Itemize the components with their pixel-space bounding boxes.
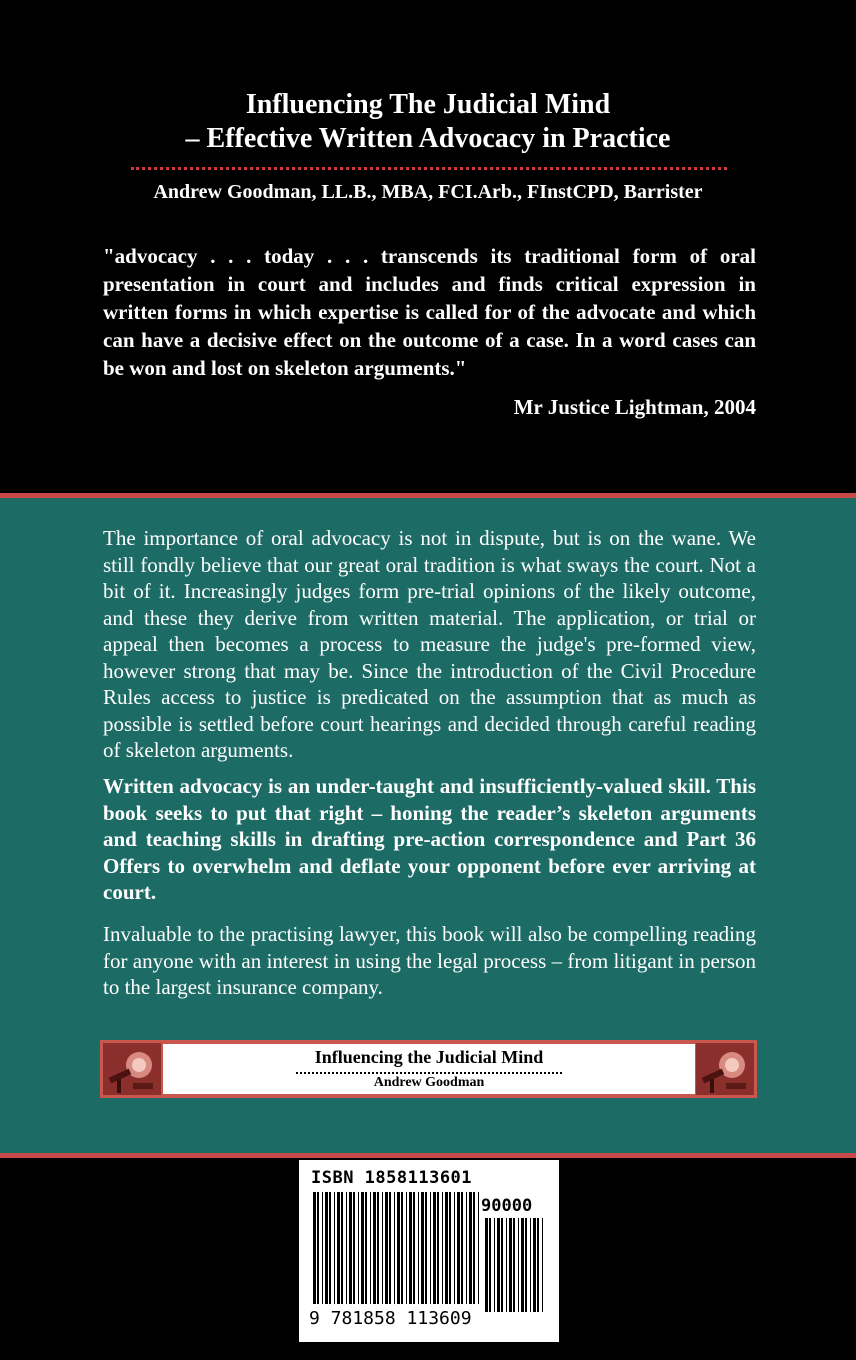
blurb-paragraph-3: Invaluable to the practising lawyer, this book will also be compelling reading for anyone with an interest in using the legal process – from litigant in person to the largest insurance company. <box>103 922 756 999</box>
ean-digits-text: 9 781858 113609 <box>309 1308 472 1329</box>
blurb-paragraph-2: Written advocacy is an under-taught and insufficiently-valued skill. This book seeks to put that right – honing the reader’s skeleton arguments and teaching skills in drafting pre-action correspondence and Part 36 Offers to overwhelm and deflate your opponent before ever arriving at court. <box>103 774 756 904</box>
gavel-image-icon <box>103 1043 161 1095</box>
author-credentials: Andrew Goodman, LL.B., MBA, FCI.Arb., FInstCPD, Barrister <box>153 181 703 203</box>
book-title-line1: Influencing The Judicial Mind <box>245 89 611 120</box>
title-divider <box>131 167 727 170</box>
quote-attribution: Mr Justice Lightman, 2004 <box>513 395 756 419</box>
isbn-text: ISBN 1858113601 <box>311 1168 473 1188</box>
barcode-label <box>299 1160 559 1342</box>
top-black-section <box>0 0 856 493</box>
series-strip <box>100 1040 757 1098</box>
strip-author: Andrew Goodman <box>373 1075 485 1090</box>
quote-text: "advocacy . . . today . . . transcends its traditional form of oral presentation in court and includes and finds critical expression in written forms in which expertise is called for of the advocate and which can have a decisive effect on the outcome of a case. In a word cases can be won and lost on skeleton arguments." <box>103 244 756 380</box>
divider-band-bottom <box>0 1153 856 1158</box>
gavel-image-icon <box>696 1043 754 1095</box>
series-strip-label <box>163 1044 695 1094</box>
book-title-line2: – Effective Written Advocacy in Practice <box>185 123 671 154</box>
blurb-paragraph-1: The importance of oral advocacy is not in dispute, but is on the wane. We still fondly believe that our great oral tradition is what sways the court. Not a bit of it. Increasingly judges form pre-trial opinions of the likely outcome, and these they derive from written material. The application, or trial or appeal then becomes a process to measure the judge's pre-formed view, however strong that may be. Since the introduction of the Civil Procedure Rules access to justice is predicated on the assumption that as much as possible is settled before court hearings and decided through careful reading of skeleton arguments. <box>103 526 756 762</box>
ean-barcode-icon <box>311 1192 481 1312</box>
price-code-text: 90000 <box>481 1196 533 1216</box>
strip-divider <box>296 1072 562 1074</box>
addon-barcode-icon <box>483 1218 545 1312</box>
strip-title: Influencing the Judicial Mind <box>314 1047 544 1067</box>
